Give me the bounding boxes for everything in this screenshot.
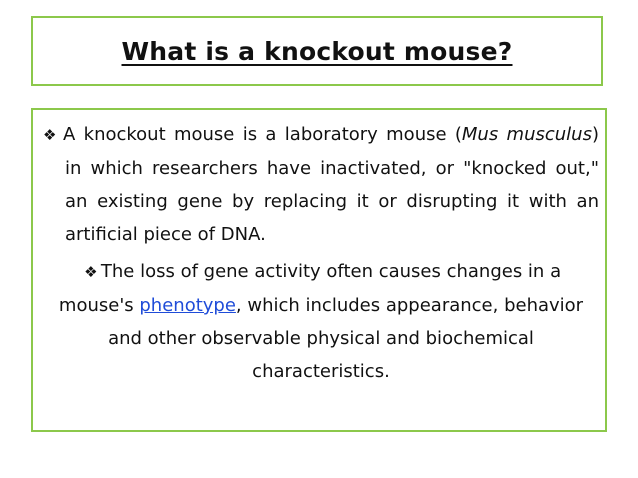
phenotype-link[interactable]: phenotype xyxy=(139,295,236,316)
content-box xyxy=(31,108,607,432)
bullet-paragraph-2 xyxy=(43,255,599,388)
diamond-bullet-icon: ❖ xyxy=(43,126,57,144)
paragraph-2-text-b: , which includes appearance, behavior and other observable physical and biochemical characteristics. xyxy=(108,295,584,382)
paragraph-1-species-name: Mus musculus xyxy=(461,124,592,145)
bullet-paragraph-1 xyxy=(43,118,599,251)
title-box xyxy=(31,16,603,86)
slide-title: What is a knockout mouse? xyxy=(121,36,513,66)
paragraph-2-text-a: The loss of gene activity often causes changes in a mouse's xyxy=(58,261,562,316)
paragraph-1-text-b: ) in which researchers have inactivated, or "knocked out," an existing gene by replacing it or disrupting it with an artificial piece of DNA. xyxy=(65,124,599,245)
paragraph-1-text-a: A knockout mouse is a laboratory mouse ( xyxy=(63,124,462,145)
diamond-bullet-icon: ❖ xyxy=(84,263,98,281)
